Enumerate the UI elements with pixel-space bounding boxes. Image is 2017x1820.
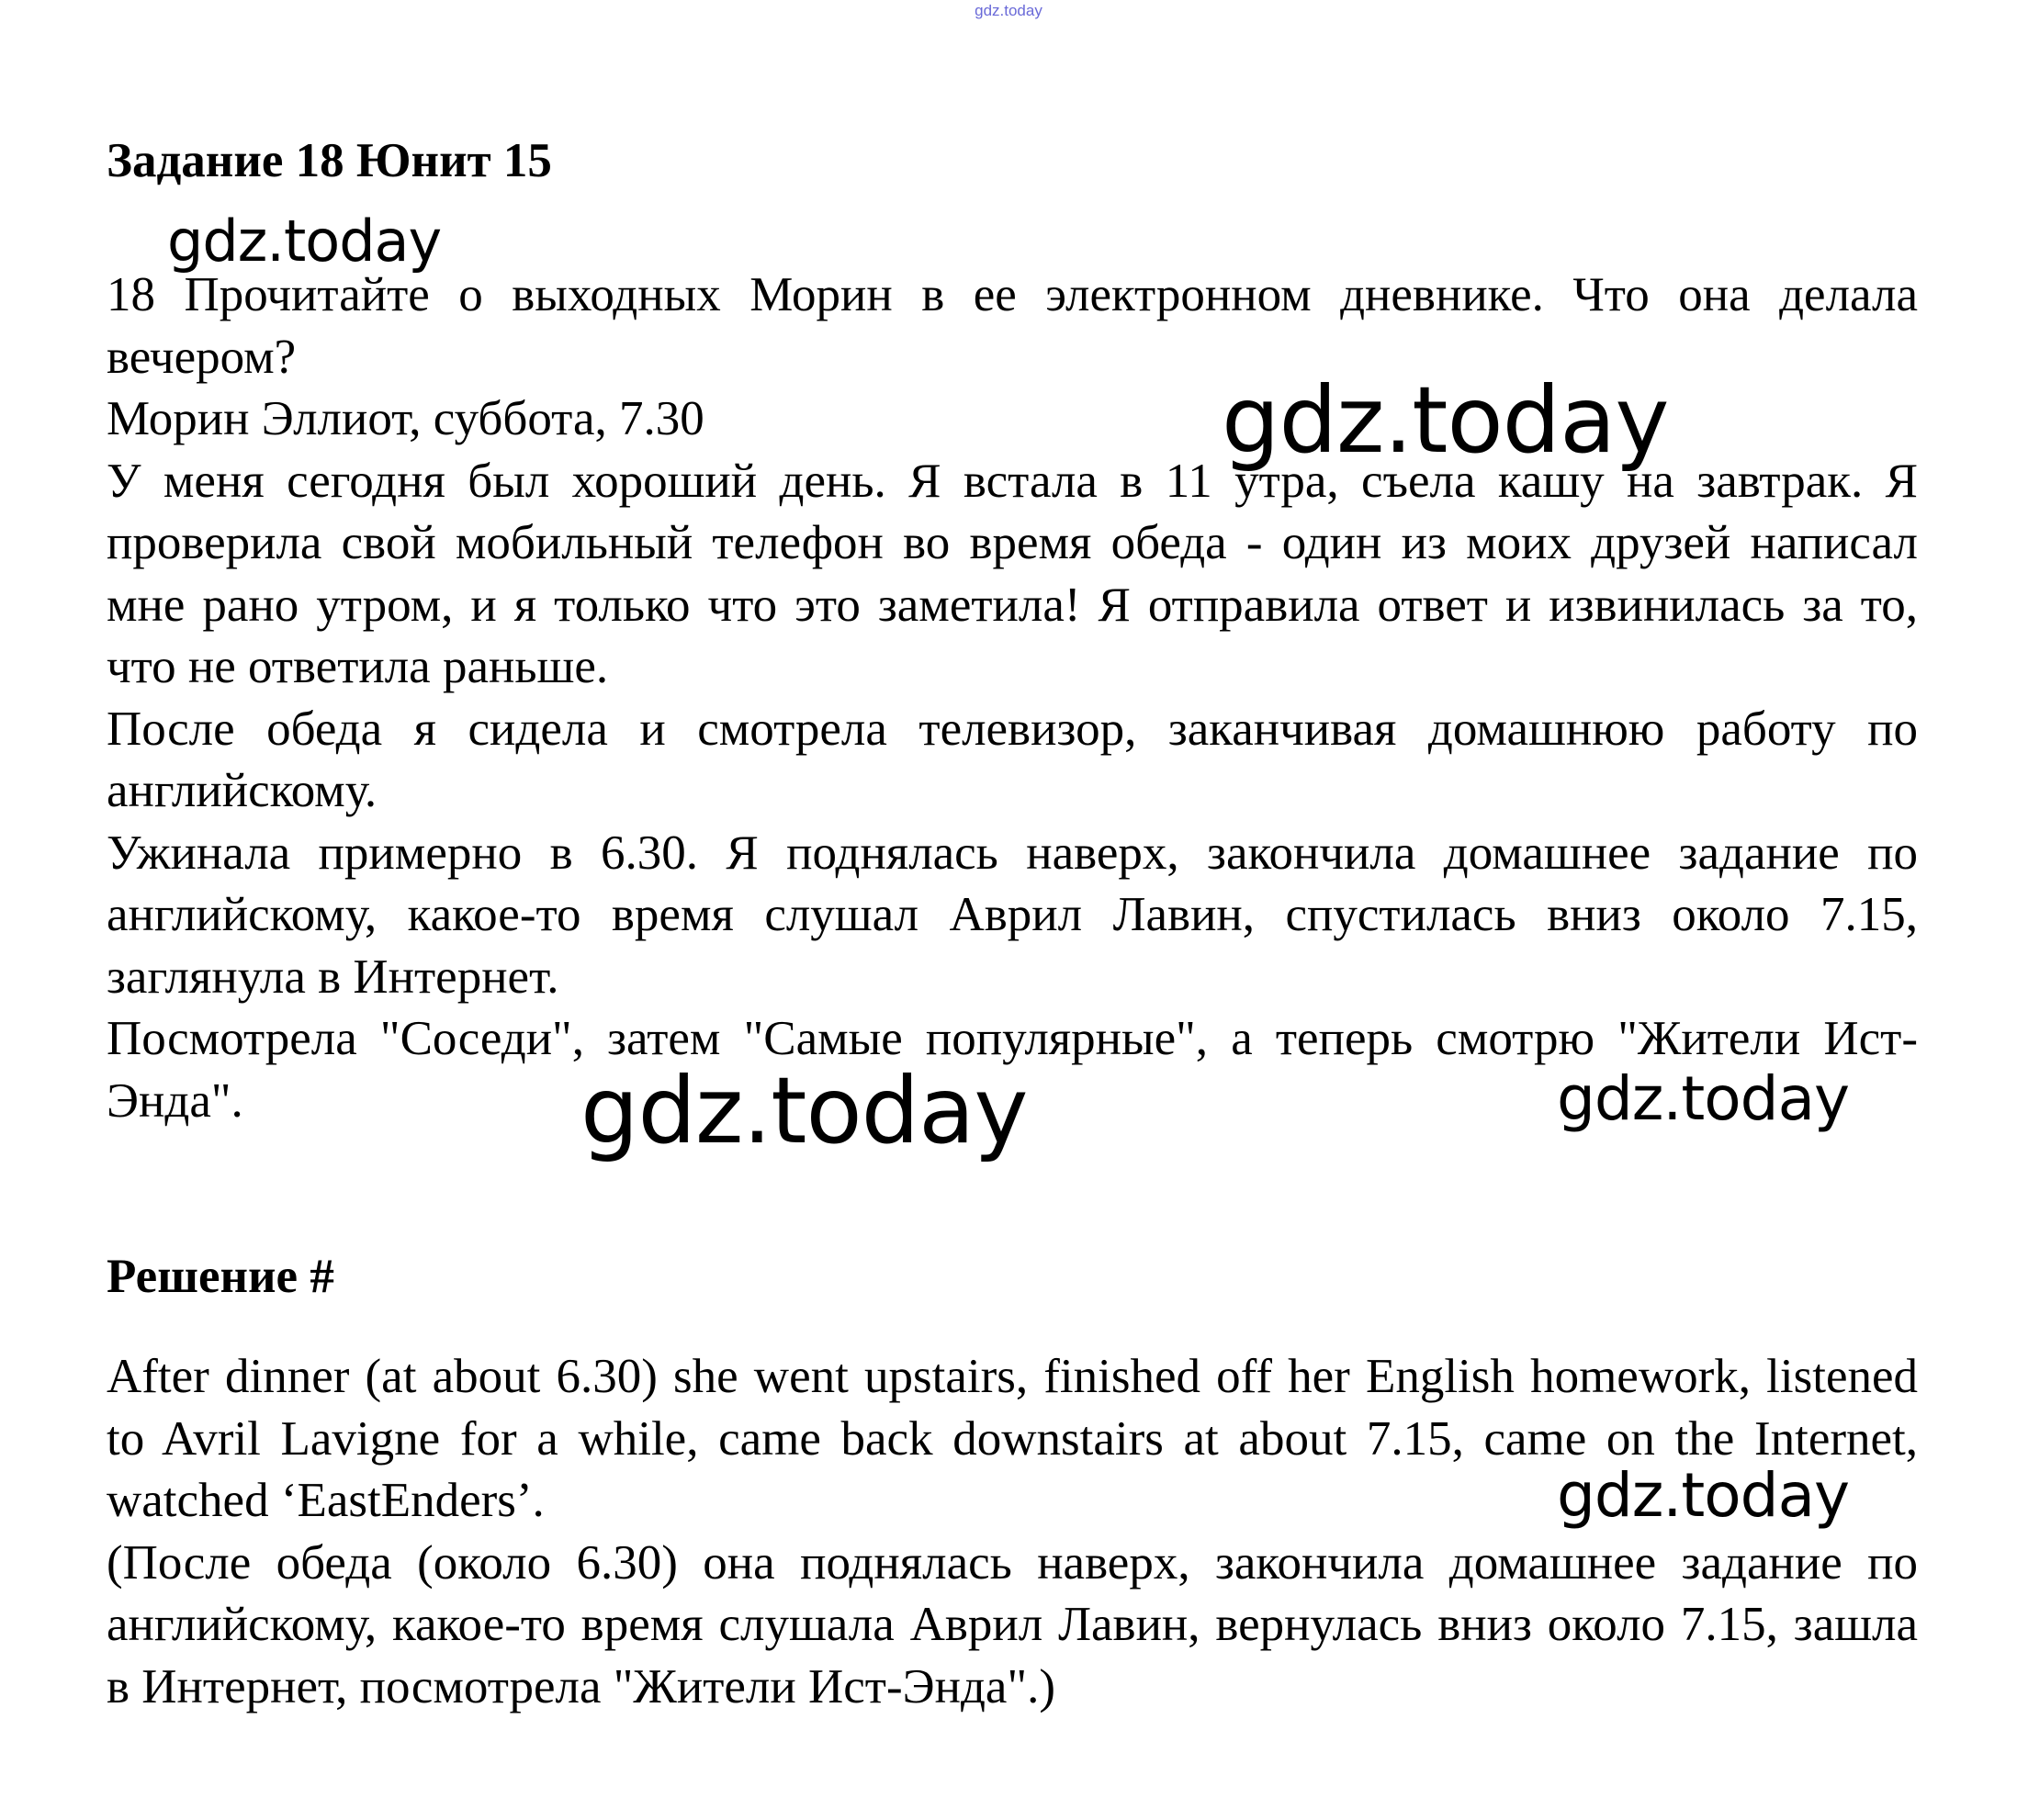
watermark: gdz.today xyxy=(1557,1460,1850,1531)
watermark: gdz.today xyxy=(1222,366,1669,474)
solution-heading: Решение # xyxy=(107,1250,334,1303)
watermark: gdz.today xyxy=(167,208,442,275)
diary-paragraph: У меня сегодня был хороший день. Я встала в 11 утра, съела кашу на завтрак. Я проверила свой мобильный телефон во время обеда - один из моих друзей написал мне рано утром, и я только что это заметила! Я отправила ответ и извинилась за то, что не ответила раньше. xyxy=(107,454,1918,693)
diary-header-line: Морин Эллиот, суббота, 7.30 xyxy=(107,392,704,445)
task-heading: Задание 18 Юнит 15 xyxy=(107,134,552,187)
diary-paragraph: После обеда я сидела и смотрела телевизор, заканчивая домашнюю работу по английскому. xyxy=(107,702,1918,817)
diary-paragraph: Посмотрела "Соседи", затем "Самые популярные", а теперь смотрю "Жители Ист-Энда". xyxy=(107,1012,1918,1128)
solution-russian: (После обеда (около 6.30) она поднялась наверх, закончила домашнее задание по английскому, какое-то время слушала Аврил Лавин, вернулась вниз около 7.15, зашла в Интернет, посмотрела "Жители Ист-Энда".) xyxy=(107,1535,1918,1713)
solution-english: After dinner (at about 6.30) she went upstairs, finished off her English homework, listened to Avril Lavigne for a while, came back downstairs at about 7.15, came on the Internet, watched ‘EastEnders’. xyxy=(107,1350,1918,1527)
solution-text xyxy=(107,1346,1918,1718)
task-prompt: 18 Прочитайте о выходных Морин в ее электронном дневнике. Что она делала вечером? xyxy=(107,268,1918,384)
top-watermark: gdz.today xyxy=(975,2,1042,19)
watermark: gdz.today xyxy=(1557,1063,1850,1134)
watermark: gdz.today xyxy=(580,1057,1028,1164)
diary-paragraph: Ужинала примерно в 6.30. Я поднялась наверх, закончила домашнее задание по английскому, какое-то время слушал Аврил Лавин, спустилась вниз около 7.15, заглянула в Интернет. xyxy=(107,826,1918,1004)
